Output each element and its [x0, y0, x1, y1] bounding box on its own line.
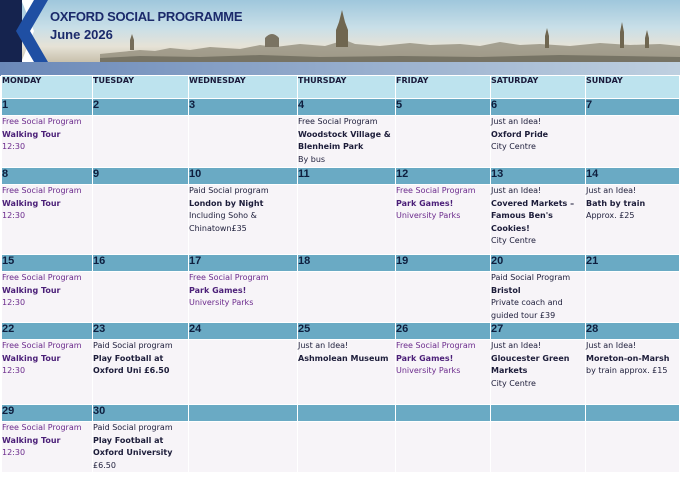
event-line: City Centre — [491, 142, 536, 151]
event-line: City Centre — [491, 236, 536, 245]
event-line: Moreton-on-Marsh — [586, 353, 670, 363]
date-number: 1 — [2, 99, 93, 116]
calendar-table — [1, 75, 680, 473]
day-cell — [491, 272, 586, 323]
weekday-header: SATURDAY — [491, 76, 586, 99]
day-cell — [396, 340, 491, 405]
event-line: £6.50 — [93, 460, 116, 470]
day-cell — [2, 116, 93, 168]
event-line: Just an Idea! — [298, 341, 349, 350]
day-cell — [189, 340, 298, 405]
event-line: Bath by train — [586, 198, 646, 208]
day-cell — [93, 185, 189, 255]
event-line: Free Social Program — [189, 273, 269, 282]
chevron-logo-icon — [0, 0, 50, 62]
date-number: 25 — [298, 323, 396, 340]
date-number: 10 — [189, 168, 298, 185]
date-number: 2 — [93, 99, 189, 116]
event-line: 12:30 — [2, 366, 26, 375]
day-cell — [189, 116, 298, 168]
day-cell — [491, 185, 586, 255]
event-line: Oxford Pride — [491, 129, 549, 139]
day-cell — [298, 116, 396, 168]
event-line: Play Football at Oxford University — [93, 435, 173, 457]
date-number: 5 — [396, 99, 491, 116]
date-number: 23 — [93, 323, 189, 340]
header-banner — [0, 0, 680, 62]
event-line: Free Social Program — [396, 341, 476, 350]
event-line: Play Football at Oxford Uni £6.50 — [93, 353, 170, 375]
day-cell — [396, 116, 491, 168]
event-line: Paid Social program — [93, 423, 173, 432]
date-number: 11 — [298, 168, 396, 185]
header-band — [0, 62, 680, 76]
event-line: Paid Social Program — [491, 273, 571, 282]
date-number — [189, 405, 298, 422]
date-number — [586, 405, 680, 422]
day-cell — [586, 185, 680, 255]
date-number: 12 — [396, 168, 491, 185]
date-number: 7 — [586, 99, 680, 116]
date-number: 27 — [491, 323, 586, 340]
week-dates-row — [2, 168, 680, 185]
event-line: by train approx. £15 — [586, 366, 668, 375]
event-line: Free Social Program — [2, 341, 82, 350]
weekday-header: THURSDAY — [298, 76, 396, 99]
date-number: 6 — [491, 99, 586, 116]
day-cell — [2, 272, 93, 323]
week-dates-row — [2, 323, 680, 340]
date-number — [491, 405, 586, 422]
weekday-header: MONDAY — [2, 76, 93, 99]
date-number: 29 — [2, 405, 93, 422]
event-line: University Parks — [189, 298, 254, 307]
day-cell — [396, 422, 491, 473]
event-line: Just an Idea! — [586, 186, 637, 195]
event-line: Just an Idea! — [491, 117, 542, 126]
event-line: Free Social Program — [2, 423, 82, 432]
day-cell — [298, 185, 396, 255]
event-line: Walking Tour — [2, 435, 61, 445]
date-number: 21 — [586, 255, 680, 272]
day-cell — [93, 422, 189, 473]
day-cell — [298, 422, 396, 473]
weekday-header: WEDNESDAY — [189, 76, 298, 99]
event-line: Park Games! — [189, 285, 247, 295]
day-cell — [189, 185, 298, 255]
week-dates-row — [2, 405, 680, 422]
day-cell — [189, 422, 298, 473]
weekday-header: TUESDAY — [93, 76, 189, 99]
event-line: 12:30 — [2, 142, 26, 151]
week-events-row — [2, 185, 680, 255]
event-line: Park Games! — [396, 353, 454, 363]
day-cell — [298, 340, 396, 405]
week-events-row — [2, 116, 680, 168]
event-line: Walking Tour — [2, 129, 61, 139]
weekday-header-row — [2, 76, 680, 99]
date-number: 17 — [189, 255, 298, 272]
event-line: Just an Idea! — [491, 186, 542, 195]
event-line: Ashmolean Museum — [298, 353, 389, 363]
day-cell — [586, 272, 680, 323]
day-cell — [491, 422, 586, 473]
day-cell — [93, 340, 189, 405]
date-number: 15 — [2, 255, 93, 272]
event-line: Covered Markets – Famous Ben's Cookies! — [491, 198, 575, 233]
page-subtitle: June 2026 — [50, 27, 113, 42]
date-number: 18 — [298, 255, 396, 272]
date-number: 26 — [396, 323, 491, 340]
day-cell — [586, 340, 680, 405]
event-line: City Centre — [491, 378, 536, 388]
event-line: 12:30 — [2, 298, 26, 307]
week-events-row — [2, 422, 680, 473]
event-line: Walking Tour — [2, 198, 61, 208]
event-line: London by Night — [189, 198, 264, 208]
day-cell — [491, 116, 586, 168]
week-dates-row — [2, 255, 680, 272]
event-line: Gloucester Green Markets — [491, 353, 570, 375]
event-line: Free Social Program — [2, 186, 82, 195]
day-cell — [396, 185, 491, 255]
date-number: 24 — [189, 323, 298, 340]
page-title: OXFORD SOCIAL PROGRAMME — [50, 9, 243, 24]
date-number: 20 — [491, 255, 586, 272]
date-number: 30 — [93, 405, 189, 422]
date-number: 3 — [189, 99, 298, 116]
day-cell — [298, 272, 396, 323]
date-number — [298, 405, 396, 422]
day-cell — [396, 272, 491, 323]
date-number: 13 — [491, 168, 586, 185]
event-line: Walking Tour — [2, 285, 61, 295]
date-number: 19 — [396, 255, 491, 272]
date-number: 14 — [586, 168, 680, 185]
date-number: 28 — [586, 323, 680, 340]
event-line: 12:30 — [2, 211, 26, 220]
day-cell — [2, 422, 93, 473]
event-line: Park Games! — [396, 198, 454, 208]
event-line: Free Social Program — [2, 117, 82, 126]
event-line: Just an Idea! — [586, 341, 637, 350]
day-cell — [93, 272, 189, 323]
day-cell — [586, 422, 680, 473]
date-number: 9 — [93, 168, 189, 185]
weekday-header: SUNDAY — [586, 76, 680, 99]
date-number — [396, 405, 491, 422]
day-cell — [586, 116, 680, 168]
day-cell — [2, 340, 93, 405]
event-line: Bristol — [491, 285, 521, 295]
date-number: 22 — [2, 323, 93, 340]
weekday-header: FRIDAY — [396, 76, 491, 99]
event-line: Approx. £25 — [586, 211, 635, 220]
day-cell — [2, 185, 93, 255]
day-cell — [189, 272, 298, 323]
event-line: University Parks — [396, 211, 461, 220]
day-cell — [93, 116, 189, 168]
week-dates-row — [2, 99, 680, 116]
event-line: Private coach and guided tour £39 — [491, 298, 563, 320]
event-line: Free Social Program — [2, 273, 82, 282]
event-line: University Parks — [396, 366, 461, 375]
date-number: 8 — [2, 168, 93, 185]
date-number: 16 — [93, 255, 189, 272]
day-cell — [491, 340, 586, 405]
event-line: Free Social Program — [396, 186, 476, 195]
event-line: Woodstock Village & Blenheim Park — [298, 129, 391, 151]
event-line: Just an Idea! — [491, 341, 542, 350]
event-line: By bus — [298, 154, 326, 164]
event-line: Including Soho & Chinatown£35 — [189, 211, 257, 233]
date-number: 4 — [298, 99, 396, 116]
event-line: Paid Social program — [189, 186, 269, 195]
event-line: 12:30 — [2, 448, 26, 457]
event-line: Free Social Program — [298, 117, 378, 126]
week-events-row — [2, 340, 680, 405]
event-line: Walking Tour — [2, 353, 61, 363]
event-line: Paid Social program — [93, 341, 173, 350]
week-events-row — [2, 272, 680, 323]
